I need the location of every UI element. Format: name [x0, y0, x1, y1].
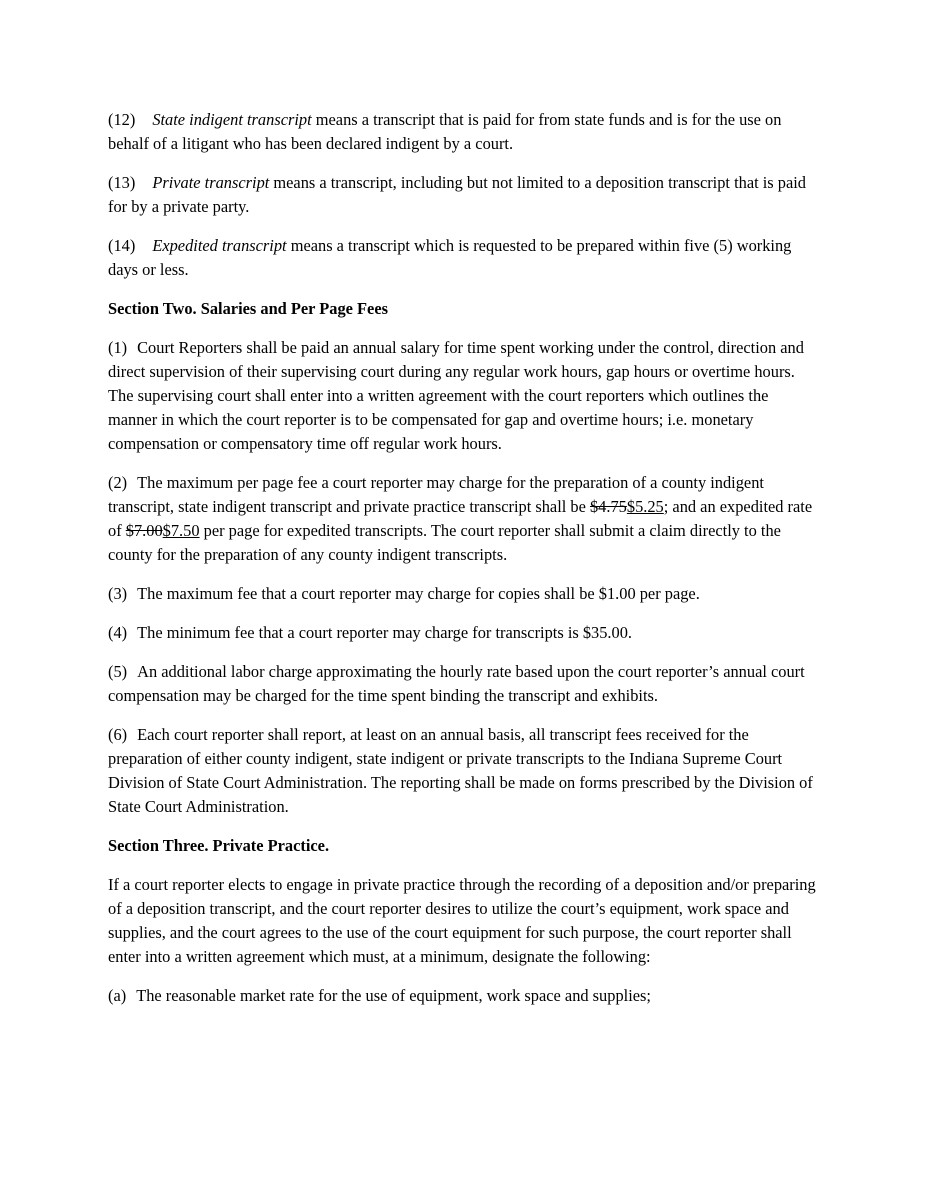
section-two-paragraph-3: [108, 582, 820, 606]
paragraph-text: ; and an expedited rate of: [108, 497, 813, 540]
section-two-paragraph-4: [108, 621, 820, 645]
paragraph-text: An additional labor charge approximating the hourly rate based upon the court reporter’s annual court compensation may be charged for the time spent binding the transcript and exhibits.: [108, 662, 805, 705]
section-two-heading: Section Two. Salaries and Per Page Fees: [108, 299, 388, 318]
definition-text: means a transcript which is requested to be prepared within five (5) working days or less.: [108, 236, 792, 279]
definition-13: [108, 171, 820, 219]
section-three-intro: If a court reporter elects to engage in private practice through the recording of a deposition and/or preparing of a deposition transcript, and the court reporter desires to utilize the court’s equipment, work space and supplies, and the court agrees to the use of the court equipment for such purpose, the court reporter shall enter into a written agreement which must, at a minimum, designate the following:: [108, 875, 816, 966]
defined-term: Private transcript: [152, 173, 270, 192]
paragraph-text: per page for expedited transcripts. The court reporter shall submit a claim directly to the county for the preparation of any county indigent transcripts.: [108, 521, 781, 564]
paragraph-number: (1): [108, 338, 128, 357]
section-two-paragraph-5: [108, 660, 820, 708]
paragraph-number: (6): [108, 725, 128, 744]
inserted-rate: $5.25: [626, 497, 664, 516]
section-two-paragraph-6: [108, 723, 820, 819]
deleted-expedited-rate: $7.00: [125, 521, 163, 540]
section-two-paragraph-2: [108, 471, 820, 567]
section-three-heading: Section Three. Private Practice.: [108, 836, 330, 855]
paragraph-number: (13): [108, 173, 136, 192]
paragraph-number: (4): [108, 623, 128, 642]
paragraph-number: (12): [108, 110, 136, 129]
paragraph-number: (3): [108, 584, 128, 603]
deleted-rate: $4.75: [589, 497, 627, 516]
paragraph-text: The minimum fee that a court reporter may charge for transcripts is $35.00.: [137, 623, 633, 642]
paragraph-text: Court Reporters shall be paid an annual salary for time spent working under the control, direction and direct supervision of their supervising court during any regular work hours, gap hours or overtime hours. The supervising court shall enter into a written agreement with the court reporters which outlines the manner in which the court reporter is to be compensated for gap and overtime hours; i.e. monetary compensation or compensatory time off regular work hours.: [108, 338, 804, 453]
defined-term: Expedited transcript: [152, 236, 287, 255]
definition-14: [108, 234, 820, 282]
definition-12: [108, 108, 820, 156]
paragraph-text: The maximum per page fee a court reporter may charge for the preparation of a county indigent transcript, state indigent transcript and private practice transcript shall be: [108, 473, 764, 516]
paragraph-text: Each court reporter shall report, at least on an annual basis, all transcript fees received for the preparation of either county indigent, state indigent or private transcripts to the Indiana Supreme Court Division of State Court Administration. The reporting shall be made on forms prescribed by the Division of State Court Administration.: [108, 725, 813, 816]
definition-text: means a transcript, including but not limited to a deposition transcript that is paid for by a private party.: [108, 173, 807, 216]
section-two-paragraph-1: [108, 336, 820, 456]
section-three-item-a: [108, 984, 820, 1008]
paragraph-number: (5): [108, 662, 128, 681]
paragraph-text: The reasonable market rate for the use of equipment, work space and supplies;: [136, 986, 651, 1005]
paragraph-number: (14): [108, 236, 136, 255]
inserted-expedited-rate: $7.50: [162, 521, 200, 540]
defined-term: State indigent transcript: [152, 110, 312, 129]
document-page: [108, 108, 820, 1023]
paragraph-number: (a): [108, 986, 127, 1005]
definition-text: means a transcript that is paid for from state funds and is for the use on behalf of a litigant who has been declared indigent by a court.: [108, 110, 782, 153]
paragraph-number: (2): [108, 473, 128, 492]
paragraph-text: The maximum fee that a court reporter may charge for copies shall be $1.00 per page.: [137, 584, 700, 603]
